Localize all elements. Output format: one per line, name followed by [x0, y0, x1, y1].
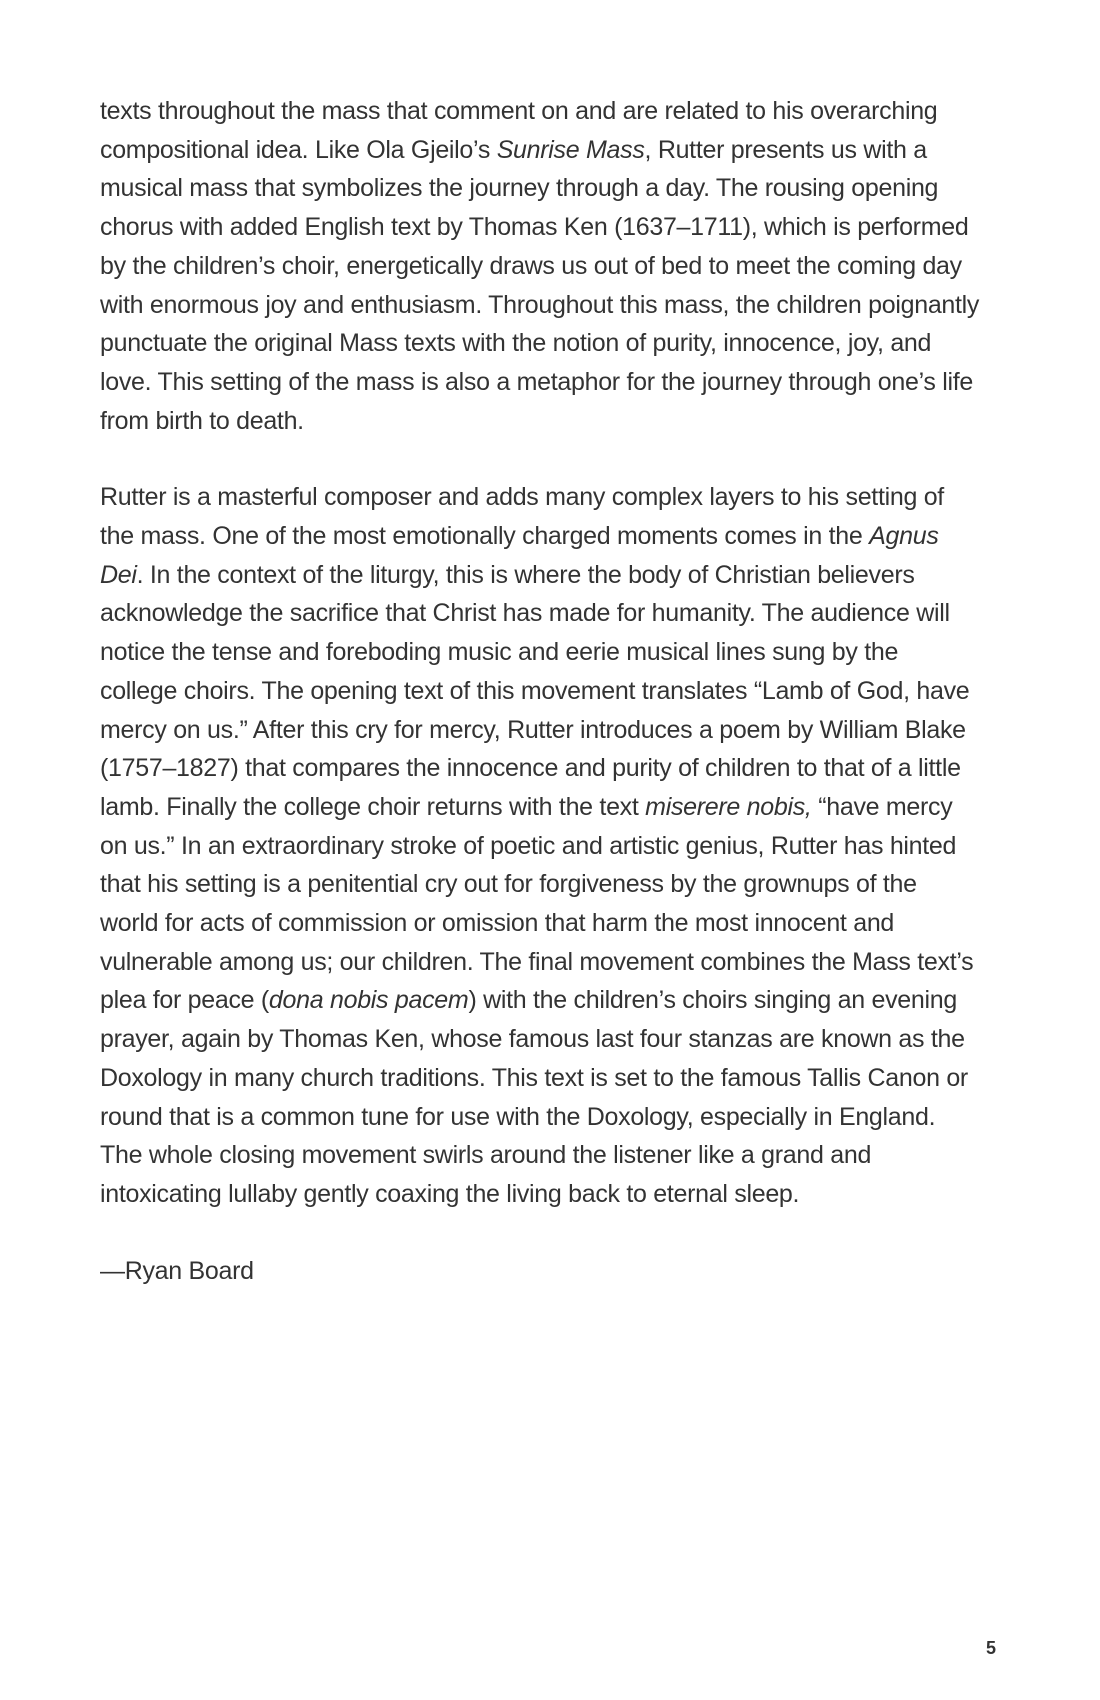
- paragraph-2: [100, 478, 980, 1213]
- paragraph-2-text-4: ) with the children’s choirs singing an evening prayer, again by Thomas Ken, whose famous last four stanzas are known as the Doxology in many church traditions. This text is set to the famous Tallis Canon or round that is a common tune for use with the Doxology, especially in England. The whole closing movement swirls around the listener like a grand and intoxicating lullaby gently coaxing the living back to eternal sleep.: [100, 986, 968, 1208]
- paragraph-2-text-1: Rutter is a masterful composer and adds many complex layers to his setting of the mass. One of the most emotionally charged moments comes in the: [100, 483, 944, 551]
- paragraph-1: [100, 92, 980, 440]
- paragraph-1-text-1: texts throughout the mass that comment on and are related to his overarching compositional idea. Like Ola Gjeilo’s: [100, 97, 938, 164]
- paragraph-spacer: [100, 440, 980, 478]
- paragraph-spacer: [100, 1214, 980, 1252]
- article-body: [100, 92, 980, 1290]
- movement-title-agnus-dei: Agnus Dei: [100, 522, 939, 589]
- paragraph-1-text-2: , Rutter presents us with a musical mass that symbolizes the journey through a day. The rousing opening chorus with added English text by Thomas Ken (1637–1711), which is performed by the children’s choir, energetically draws us out of bed to meet the coming day with enormous joy and enthusiasm. Throughout this mass, the children poignantly punctuate the original Mass texts with the notion of purity, innocence, joy, and love. This setting of the mass is also a metaphor for the journey through one’s life from birth to death.: [100, 135, 980, 435]
- latin-phrase-dona-nobis-pacem: dona nobis pacem: [268, 986, 469, 1015]
- paragraph-2-text-3: “have mercy on us.” In an extraordinary stroke of poetic and artistic genius, Rutter has hinted that his setting is a penitential cry out for forgiveness by the grownups of the world for acts of commission or omission that harm the most innocent and vulnerable among us; our children. The final movement combines the Mass text’s plea for peace (: [100, 792, 974, 1015]
- author-signature: —Ryan Board: [100, 1256, 254, 1285]
- page-number: 5: [985, 1638, 996, 1658]
- work-title-sunrise-mass: Sunrise Mass: [496, 135, 645, 164]
- latin-phrase-miserere-nobis: miserere nobis,: [645, 792, 812, 821]
- paragraph-2-text-2: . In the context of the liturgy, this is where the body of Christian believers acknowledge the sacrifice that Christ has made for humanity. The audience will notice the tense and foreboding music and eerie musical lines sung by the college choirs. The opening text of this movement translates “Lamb of God, have mercy on us.” After this cry for mercy, Rutter introduces a poem by William Blake (1757–1827) that compares the innocence and purity of children to that of a little lamb. Finally the college choir returns with the text: [100, 560, 970, 821]
